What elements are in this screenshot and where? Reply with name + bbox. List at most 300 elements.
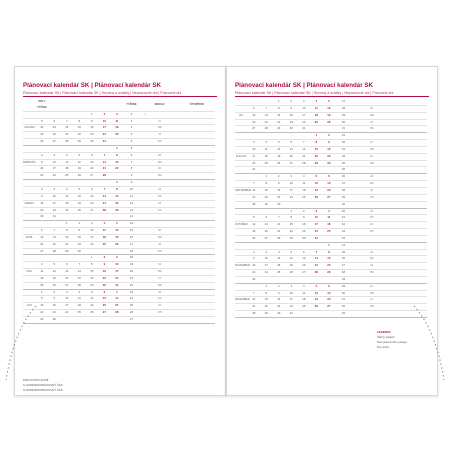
day-cell: 9 xyxy=(273,181,286,188)
day-cell: 9 xyxy=(298,215,311,222)
day-cell: 23 xyxy=(248,270,261,277)
empty-cell xyxy=(207,317,215,324)
week-number-cell: 4 xyxy=(123,111,140,118)
note-cell xyxy=(352,146,362,153)
empty-cell xyxy=(381,167,400,174)
day-cell: 6 xyxy=(48,118,61,125)
month-cell-blank xyxy=(23,166,36,173)
empty-cell xyxy=(419,229,427,236)
empty-cell xyxy=(419,276,427,283)
empty-cell xyxy=(169,248,188,255)
day-cell xyxy=(36,221,49,228)
note-cell xyxy=(352,194,362,201)
empty-cell xyxy=(381,297,400,304)
day-cell: 21 xyxy=(260,119,273,126)
empty-cell xyxy=(207,303,215,310)
day-cell: 23 xyxy=(86,132,99,139)
day-cell: 15 xyxy=(260,187,273,194)
calendar-week-row xyxy=(235,140,427,147)
week-number-cell: 9 xyxy=(123,180,140,187)
day-cell: 6 xyxy=(323,283,336,290)
empty-cell xyxy=(188,145,207,152)
empty-cell xyxy=(381,229,400,236)
note-cell: 1 xyxy=(140,111,150,118)
day-cell: 2 xyxy=(248,249,261,256)
day-cell xyxy=(248,208,261,215)
day-cell: 26 xyxy=(285,270,298,277)
empty-cell xyxy=(169,173,188,180)
day-cell xyxy=(298,201,311,208)
note-cell: 168 xyxy=(362,304,381,311)
empty-cell xyxy=(207,248,215,255)
right-perforation-arc xyxy=(410,300,450,450)
month-cell-blank xyxy=(23,289,36,296)
note-cell xyxy=(140,125,150,132)
empty-cell xyxy=(400,283,419,290)
empty-cell xyxy=(169,275,188,282)
empty-cell xyxy=(169,186,188,193)
note-cell xyxy=(352,235,362,242)
month-cell-blank xyxy=(23,275,36,282)
empty-cell xyxy=(169,310,188,317)
day-cell: 13 xyxy=(260,222,273,229)
empty-cell xyxy=(400,160,419,167)
empty-cell xyxy=(188,317,207,324)
empty-cell xyxy=(381,256,400,263)
table-header-row xyxy=(23,99,215,111)
empty-cell xyxy=(188,207,207,214)
day-cell: 12 xyxy=(323,105,336,112)
week-number-cell: 31 xyxy=(335,133,352,140)
month-cell-blank xyxy=(235,276,248,283)
day-cell: 27 xyxy=(86,173,99,180)
day-cell: 18 xyxy=(98,234,111,241)
empty-cell xyxy=(169,118,188,125)
day-cell: 2 xyxy=(36,152,49,159)
day-cell: 8 xyxy=(73,118,86,125)
day-cell: 24 xyxy=(48,173,61,180)
day-cell: 2 xyxy=(36,186,49,193)
calendar-week-row xyxy=(23,132,215,139)
right-title-rule xyxy=(235,96,429,97)
day-cell: 1 xyxy=(310,133,323,140)
week-number-cell: 6 xyxy=(123,152,140,159)
day-cell: 20 xyxy=(260,229,273,236)
day-cell xyxy=(298,311,311,318)
empty-cell xyxy=(188,269,207,276)
day-cell xyxy=(98,317,111,324)
day-cell: 28 xyxy=(260,126,273,133)
calendar-week-row xyxy=(235,290,427,297)
day-cell: 20 xyxy=(323,297,336,304)
calendar-week-row xyxy=(23,234,215,241)
week-number-cell: 13 xyxy=(123,207,140,214)
day-cell: 18 xyxy=(36,275,49,282)
day-cell: 17 xyxy=(248,153,261,160)
day-cell: 11 xyxy=(298,290,311,297)
day-cell: 8 xyxy=(61,228,74,235)
day-cell: 22 xyxy=(273,119,286,126)
empty-cell xyxy=(207,132,215,139)
day-cell xyxy=(310,311,323,318)
day-cell xyxy=(310,126,323,133)
month-name: DECEMBER xyxy=(235,297,248,304)
note-cell xyxy=(352,208,362,215)
legend-title: LEGENDA xyxy=(377,330,391,334)
empty-cell xyxy=(400,194,419,201)
week-number-cell: 26 xyxy=(123,310,140,317)
day-cell xyxy=(86,145,99,152)
day-cell: 21 xyxy=(273,229,286,236)
day-cell xyxy=(298,167,311,174)
day-cell: 17 xyxy=(86,234,99,241)
empty-cell xyxy=(419,181,427,188)
day-cell: 9 xyxy=(98,262,111,269)
day-cell: 28 xyxy=(98,173,111,180)
day-cell xyxy=(98,248,111,255)
empty-cell xyxy=(381,126,400,133)
day-cell: 5 xyxy=(73,186,86,193)
day-cell xyxy=(260,242,273,249)
day-cell: 8 xyxy=(310,140,323,147)
day-cell xyxy=(48,221,61,228)
empty-cell xyxy=(400,256,419,263)
day-cell xyxy=(323,126,336,133)
day-cell: 2 xyxy=(98,255,111,262)
empty-cell xyxy=(169,241,188,248)
day-cell: 8 xyxy=(273,105,286,112)
empty-cell xyxy=(188,193,207,200)
note-cell xyxy=(352,263,362,270)
day-cell xyxy=(86,180,99,187)
day-cell: 18 xyxy=(111,125,124,132)
week-number-cell: 27 xyxy=(335,99,352,105)
day-cell xyxy=(310,242,323,249)
empty-cell xyxy=(381,222,400,229)
day-cell: 14 xyxy=(98,193,111,200)
table-header-cell: TÝŽDNE xyxy=(123,99,140,111)
day-cell: 30 xyxy=(36,214,49,221)
empty-cell xyxy=(188,221,207,228)
day-cell: 2 xyxy=(48,289,61,296)
day-cell: 20 xyxy=(61,275,74,282)
day-cell: 12 xyxy=(111,228,124,235)
day-cell: 23 xyxy=(273,304,286,311)
day-cell: 15 xyxy=(310,146,323,153)
day-cell: 26 xyxy=(73,207,86,214)
day-cell: 25 xyxy=(61,173,74,180)
day-cell xyxy=(111,173,124,180)
week-number-cell: 25 xyxy=(123,303,140,310)
day-cell: 11 xyxy=(111,118,124,125)
empty-cell xyxy=(207,289,215,296)
day-cell: 14 xyxy=(260,112,273,119)
calendar-week-row xyxy=(23,180,215,187)
note-cell xyxy=(140,145,150,152)
day-cell: 25 xyxy=(298,194,311,201)
day-cell: 20 xyxy=(285,153,298,160)
day-cell: 26 xyxy=(73,173,86,180)
empty-cell xyxy=(381,181,400,188)
day-cell: 27 xyxy=(36,248,49,255)
day-cell: 15 xyxy=(285,222,298,229)
calendar-week-row xyxy=(235,174,427,181)
day-cell: 19 xyxy=(285,263,298,270)
table-header-cell xyxy=(61,99,74,111)
day-cell: 19 xyxy=(111,234,124,241)
day-cell: 24 xyxy=(61,310,74,317)
month-cell-blank xyxy=(23,248,36,255)
day-cell: 15 xyxy=(273,112,286,119)
day-cell xyxy=(73,255,86,262)
table-header-cell xyxy=(140,99,150,111)
month-cell-blank xyxy=(23,173,36,180)
day-cell: 25 xyxy=(260,160,273,167)
empty-cell xyxy=(400,146,419,153)
week-number-cell: 5 xyxy=(123,139,140,146)
right-page-title: Plánovací kalendár SK | Plánovací kalendár SK xyxy=(235,82,373,89)
day-cell xyxy=(260,208,273,215)
day-cell xyxy=(248,133,261,140)
day-cell: 29 xyxy=(260,311,273,318)
day-cell: 23 xyxy=(285,119,298,126)
day-cell: 22 xyxy=(61,241,74,248)
empty-cell xyxy=(207,118,215,125)
empty-cell xyxy=(169,193,188,200)
calendar-week-row xyxy=(235,119,427,126)
day-cell: 27 xyxy=(86,207,99,214)
week-number-cell: 48 xyxy=(335,270,352,277)
empty-cell xyxy=(188,139,207,146)
day-cell: 19 xyxy=(48,275,61,282)
day-cell: 9 xyxy=(36,159,49,166)
empty-cell xyxy=(400,167,419,174)
note-cell: 184 xyxy=(362,126,381,133)
day-cell: 23 xyxy=(36,173,49,180)
month-name: JÚL xyxy=(235,112,248,119)
empty-cell xyxy=(381,119,400,126)
day-cell: 7 xyxy=(73,262,86,269)
day-cell: 8 xyxy=(260,181,273,188)
empty-cell xyxy=(169,221,188,228)
empty-cell xyxy=(188,310,207,317)
month-cell-blank xyxy=(235,146,248,153)
day-cell xyxy=(73,180,86,187)
day-cell: 31 xyxy=(248,167,261,174)
day-cell: 7 xyxy=(310,249,323,256)
calendar-week-row xyxy=(23,193,215,200)
note-cell xyxy=(150,317,169,324)
day-cell: 20 xyxy=(298,263,311,270)
day-cell: 17 xyxy=(48,166,61,173)
empty-cell xyxy=(381,194,400,201)
day-cell: 27 xyxy=(61,282,74,289)
empty-cell xyxy=(381,290,400,297)
day-cell: 28 xyxy=(248,201,261,208)
day-cell: 6 xyxy=(61,262,74,269)
day-cell: 7 xyxy=(48,228,61,235)
day-cell xyxy=(73,317,86,324)
day-cell: 3 xyxy=(248,140,261,147)
empty-cell xyxy=(188,255,207,262)
week-number-cell: 41 xyxy=(335,215,352,222)
empty-cell xyxy=(400,187,419,194)
day-cell: 1 xyxy=(111,180,124,187)
day-cell: 7 xyxy=(248,290,261,297)
day-cell xyxy=(98,145,111,152)
day-cell xyxy=(273,242,286,249)
day-cell: 19 xyxy=(248,229,261,236)
empty-cell xyxy=(419,290,427,297)
day-cell: 16 xyxy=(98,269,111,276)
calendar-week-row xyxy=(23,310,215,317)
note-cell xyxy=(150,111,169,118)
day-cell: 6 xyxy=(248,105,261,112)
week-number-cell: 18 xyxy=(123,255,140,262)
week-number-cell: 49 xyxy=(335,276,352,283)
day-cell: 13 xyxy=(298,256,311,263)
day-cell: 21 xyxy=(298,153,311,160)
empty-cell xyxy=(400,276,419,283)
empty-cell xyxy=(207,125,215,132)
day-cell: 12 xyxy=(310,181,323,188)
calendar-week-row xyxy=(235,153,427,160)
calendar-week-row xyxy=(23,214,215,221)
note-cell: 22 xyxy=(362,222,381,229)
calendar-week-row xyxy=(235,126,427,133)
note-cell xyxy=(362,235,381,242)
left-perforation-arc xyxy=(0,300,40,450)
calendar-week-row xyxy=(23,289,215,296)
day-cell: 8 xyxy=(260,290,273,297)
calendar-week-row xyxy=(23,317,215,324)
day-cell: 10 xyxy=(285,181,298,188)
day-cell: 10 xyxy=(310,215,323,222)
empty-cell xyxy=(419,119,427,126)
day-cell: 23 xyxy=(273,194,286,201)
note-cell: 21 xyxy=(362,153,381,160)
day-cell xyxy=(323,167,336,174)
day-cell: 13 xyxy=(98,296,111,303)
month-cell-blank xyxy=(235,140,248,147)
day-cell: 24 xyxy=(285,304,298,311)
empty-cell xyxy=(207,221,215,228)
week-number-cell: 30 xyxy=(335,119,352,126)
day-cell: 16 xyxy=(298,222,311,229)
empty-cell xyxy=(169,214,188,221)
day-cell xyxy=(61,180,74,187)
note-cell xyxy=(352,256,362,263)
week-number-cell: 40 xyxy=(335,208,352,215)
empty-cell xyxy=(419,194,427,201)
day-cell: 18 xyxy=(323,222,336,229)
week-number-cell: 38 xyxy=(335,187,352,194)
day-cell: 17 xyxy=(260,263,273,270)
note-cell xyxy=(352,140,362,147)
empty-cell xyxy=(419,256,427,263)
day-cell xyxy=(273,208,286,215)
day-cell xyxy=(298,276,311,283)
empty-cell xyxy=(188,118,207,125)
calendar-week-row xyxy=(235,181,427,188)
day-cell: 22 xyxy=(73,132,86,139)
calendar-week-row xyxy=(235,304,427,311)
day-cell: 20 xyxy=(36,241,49,248)
month-cell-blank xyxy=(235,290,248,297)
day-cell: 28 xyxy=(61,139,74,146)
day-cell: 9 xyxy=(48,296,61,303)
day-cell: 8 xyxy=(36,296,49,303)
week-number-cell: 11 xyxy=(123,193,140,200)
day-cell: 31 xyxy=(285,311,298,318)
month-cell-blank xyxy=(23,255,36,262)
note-cell: 23 xyxy=(362,119,381,126)
note-cell xyxy=(140,262,150,269)
table-header-cell xyxy=(169,99,188,111)
day-cell: 14 xyxy=(73,269,86,276)
empty-cell xyxy=(188,296,207,303)
empty-cell xyxy=(419,126,427,133)
note-cell xyxy=(352,187,362,194)
empty-cell xyxy=(419,208,427,215)
empty-cell xyxy=(169,303,188,310)
calendar-week-row xyxy=(235,167,427,174)
calendar-week-row xyxy=(23,166,215,173)
note-cell xyxy=(352,283,362,290)
day-cell: 3 xyxy=(111,111,124,118)
note-cell xyxy=(150,255,169,262)
empty-cell xyxy=(381,283,400,290)
day-cell: 20 xyxy=(86,166,99,173)
day-cell: 30 xyxy=(285,126,298,133)
day-cell xyxy=(298,242,311,249)
note-cell: 176 xyxy=(150,296,169,303)
empty-cell xyxy=(419,167,427,174)
day-cell: 2 xyxy=(285,99,298,105)
day-cell: 3 xyxy=(285,283,298,290)
day-cell: 8 xyxy=(285,215,298,222)
day-cell: 24 xyxy=(98,132,111,139)
day-cell: 18 xyxy=(298,297,311,304)
week-number-cell: 17 xyxy=(123,241,140,248)
month-cell-blank xyxy=(23,241,36,248)
note-cell: 20 xyxy=(150,152,169,159)
note-cell xyxy=(140,159,150,166)
note-cell: 176 xyxy=(150,193,169,200)
right-page-subtitle: Plánovací kalendár SK | Plánovací kalendár SK | Termíny a sviatky | Nepracovné dni | Pracovné dni xyxy=(235,91,394,95)
day-cell xyxy=(285,242,298,249)
day-cell: 4 xyxy=(298,283,311,290)
empty-cell xyxy=(400,235,419,242)
week-number-cell: 16 xyxy=(123,234,140,241)
month-cell-blank xyxy=(23,207,36,214)
empty-cell xyxy=(169,317,188,324)
calendar-week-row xyxy=(23,282,215,289)
empty-cell xyxy=(169,207,188,214)
month-cell-blank xyxy=(23,228,36,235)
right-page xyxy=(226,66,438,396)
day-cell: 10 xyxy=(48,159,61,166)
day-cell: 31 xyxy=(48,214,61,221)
day-cell xyxy=(48,255,61,262)
empty-cell xyxy=(381,208,400,215)
calendar-week-row xyxy=(235,276,427,283)
note-cell: 160 xyxy=(150,173,169,180)
day-cell: 10 xyxy=(61,296,74,303)
note-cell xyxy=(140,269,150,276)
day-cell: 31 xyxy=(298,126,311,133)
empty-cell xyxy=(169,282,188,289)
